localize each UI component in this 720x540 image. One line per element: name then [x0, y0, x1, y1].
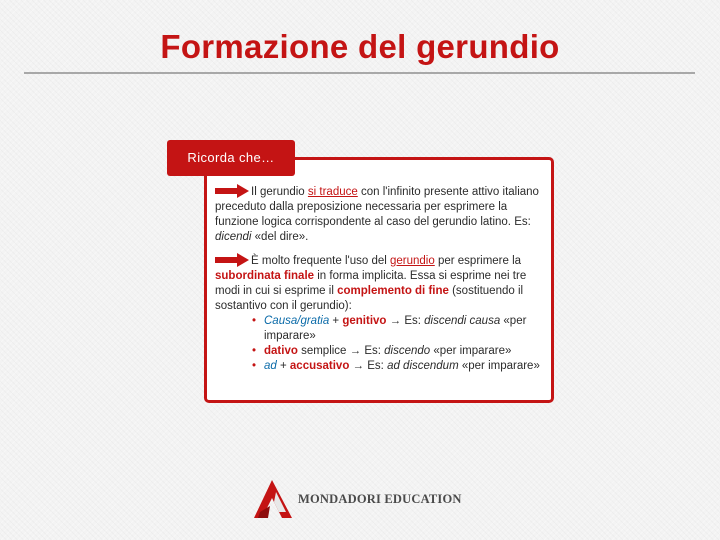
paragraph-translation — [215, 184, 545, 245]
example-discendi-causa: discendi causa — [424, 315, 501, 327]
p1-text-1: Il gerundio — [251, 186, 308, 198]
bullet-es: → Es: — [349, 360, 388, 372]
p2-text-7: (sostituendo il sostantivo con il gerundio): — [215, 285, 524, 312]
mondadori-logo-icon — [252, 478, 298, 520]
p1-text-3: con l'infinito presente attivo italiano preceduto dalla preposizione necessaria per esprimere la funzione logica corrispondente al caso del gerundio latino. Es: — [215, 186, 539, 228]
bullet-plus: + — [276, 360, 290, 372]
slide-title: Formazione del gerundio — [160, 28, 560, 65]
publisher-name: MONDADORI EDUCATION — [298, 492, 462, 506]
bullet-es: semplice → Es: — [297, 345, 385, 357]
bullet-marker: • — [252, 360, 257, 372]
paragraph-finale — [215, 253, 545, 314]
reminder-tab: Ricorda che… — [167, 140, 295, 176]
publisher-logo — [252, 478, 492, 520]
p1-highlight-si-traduce: si traduce — [307, 186, 358, 198]
term-slash: / — [297, 315, 301, 327]
bullet-es: → Es: — [386, 315, 425, 327]
list-item — [252, 359, 545, 374]
p2-text-5: in forma implicita. Essa si esprime nei tre modi in cui si esprime il — [215, 270, 527, 297]
reminder-content — [215, 184, 545, 374]
term-genitivo: genitivo — [342, 315, 387, 327]
arrow-right-icon — [215, 253, 249, 267]
term-gratia: gratia — [300, 315, 330, 327]
p2-highlight-subordinata-finale: subordinata finale — [215, 270, 315, 282]
p2-highlight-complemento-di-fine: complemento di fine — [337, 285, 449, 297]
title-divider — [24, 72, 695, 74]
p2-highlight-gerundio: gerundio — [390, 255, 435, 267]
list-item — [252, 314, 545, 344]
example-discendo: discendo — [384, 345, 431, 357]
example-ad-discendum: ad discendum — [387, 360, 459, 372]
construction-list — [215, 314, 545, 374]
term-ad: ad — [264, 360, 277, 372]
example-translation: «per imparare» — [264, 315, 527, 342]
p1-example-dicendi: dicendi — [215, 231, 252, 243]
bullet-marker: • — [252, 345, 257, 357]
arrow-right-icon — [215, 184, 249, 198]
term-causa: Causa — [264, 315, 298, 327]
example-translation: «per imparare» — [458, 360, 540, 372]
p1-text-5: «del dire». — [251, 231, 309, 243]
p2-text-1: È molto frequente l'uso del — [251, 255, 390, 267]
term-dativo: dativo — [264, 345, 298, 357]
bullet-marker: • — [252, 315, 257, 327]
term-accusativo: accusativo — [289, 360, 350, 372]
p2-text-3: per esprimere la — [434, 255, 522, 267]
bullet-plus: + — [329, 315, 343, 327]
example-translation: «per imparare» — [430, 345, 512, 357]
list-item — [252, 344, 545, 359]
